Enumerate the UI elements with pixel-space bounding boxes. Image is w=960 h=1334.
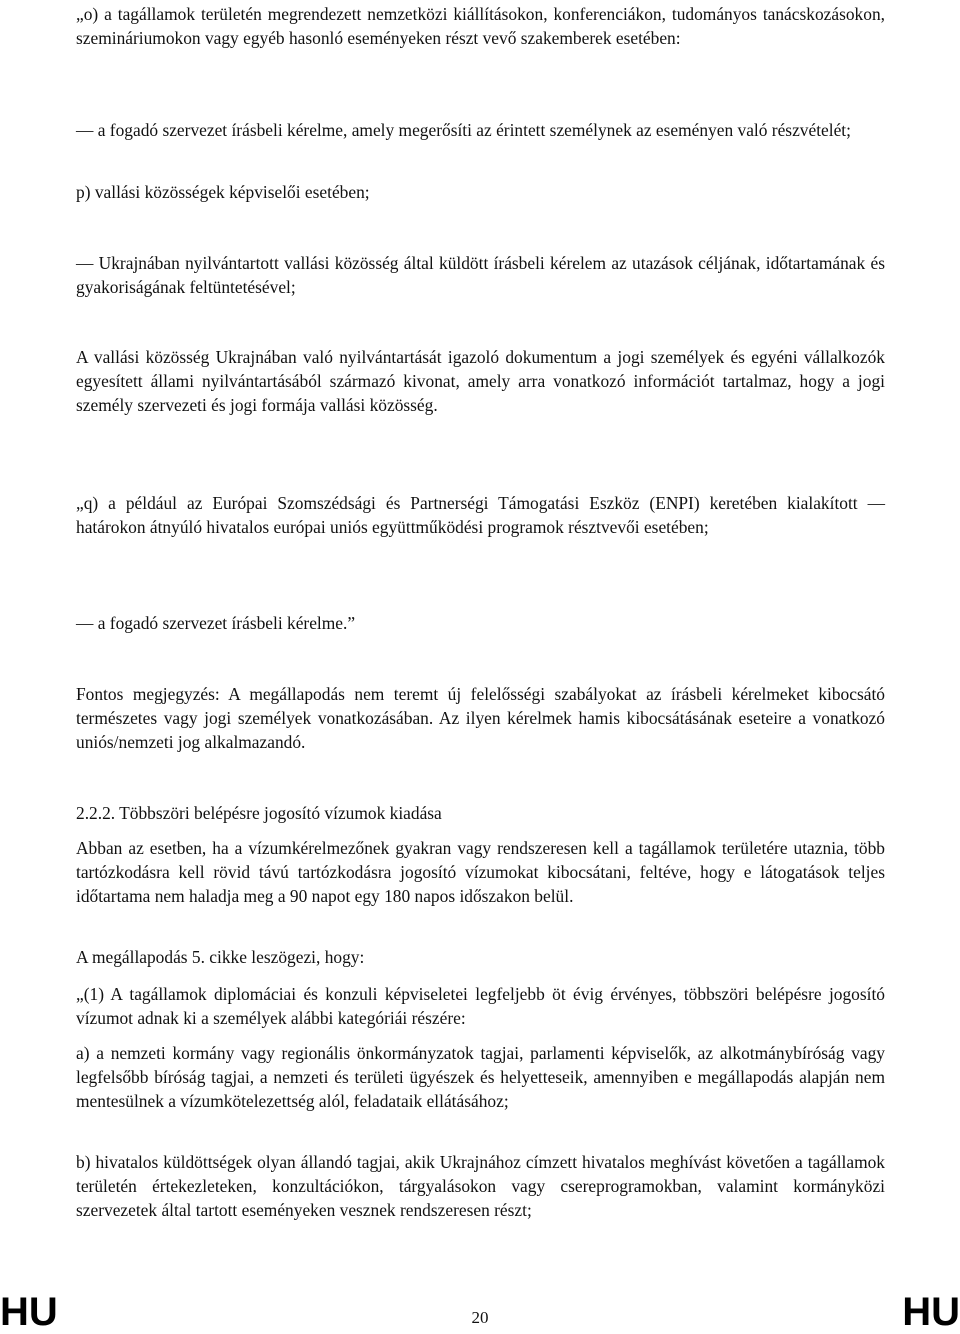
paragraph-o-intro: „o) a tagállamok területén megrendezett nemzetközi kiállításokon, konferenciákon, tudományos tanácskozásokon, szemináriumokon vagy egyéb hasonló eseményeken részt vevő szakemberek esetében: <box>76 4 885 48</box>
paragraph-p-dash: — Ukrajnában nyilvántartott vallási közösség által küldött írásbeli kérelem az utazások céljának, időtartamának és gyakoriságának feltüntetésével; <box>76 253 885 297</box>
footer-language-code-right: HU <box>902 1290 960 1334</box>
paragraph-o-dash: — a fogadó szervezet írásbeli kérelme, amely megerősíti az érintett személynek az eseményen való részvételét; <box>76 120 851 140</box>
paragraph-article-a: a) a nemzeti kormány vagy regionális önkormányzatok tagjai, parlamenti képviselők, az alkotmánybíróság vagy legfelsőbb bíróság tagjai, a nemzeti és területi ügyészek és helyetteseik, amennyiben e megállapodás alapján nem mentesülnek a vízumkötelezettség alól, feladataik ellátásához; <box>76 1043 885 1111</box>
paragraph-q-dash: — a fogadó szervezet írásbeli kérelme.” <box>76 613 356 633</box>
paragraph-article-1: „(1) A tagállamok diplomáciai és konzuli képviseletei legfeljebb öt évig érvényes, többszöri belépésre jogosító vízumot adnak ki a személyek alábbi kategóriái részére: <box>76 984 885 1028</box>
paragraph-p-intro: p) vallási közösségek képviselői esetében; <box>76 182 370 202</box>
section-heading: 2.2.2. Többszöri belépésre jogosító vízumok kiadása <box>76 803 442 823</box>
paragraph-article-intro: A megállapodás 5. cikke leszögezi, hogy: <box>76 947 365 967</box>
page-number: 20 <box>471 1308 489 1327</box>
footer-language-code-left: HU <box>0 1290 58 1334</box>
paragraph-article-b: b) hivatalos küldöttségek olyan állandó tagjai, akik Ukrajnához címzett hivatalos meghívást követően a tagállamok területén értekezleteken, konzultációkon, tárgyalásokon vagy csereprogramokban, valamint kormányközi szervezetek által tartott eseményeken vesznek rendszeresen részt; <box>76 1152 885 1220</box>
paragraph-p-note: A vallási közösség Ukrajnában való nyilvántartását igazoló dokumentum a jogi személyek és egyéni vállalkozók egyesített állami nyilvántartásából származó kivonat, amely arra vonatkozó információt tartalmaz, hogy a jogi személy szervezeti és jogi formája vallási közösség. <box>76 347 885 415</box>
paragraph-important-note: Fontos megjegyzés: A megállapodás nem teremt új felelősségi szabályokat az írásbeli kérelmeket kibocsátó természetes vagy jogi személyek vonatkozásában. Az ilyen kérelmek hamis kibocsátásának eseteire a vonatkozó uniós/nemzeti jog alkalmazandó. <box>76 684 885 752</box>
paragraph-section-body: Abban az esetben, ha a vízumkérelmezőnek gyakran vagy rendszeresen kell a tagállamok területére utaznia, több tartózkodásra kell rövid távú tartózkodásra jogosító vízumokat kibocsátani, feltéve, hogy e látogatások teljes időtartama nem haladja meg a 90 napot egy 180 napos időszakon belül. <box>76 838 885 906</box>
paragraph-q-intro: „q) a például az Európai Szomszédsági és Partnerségi Támogatási Eszköz (ENPI) keretében kialakított — határokon átnyúló hivatalos európai uniós együttműködési programok résztvevői esetében; <box>76 493 885 537</box>
